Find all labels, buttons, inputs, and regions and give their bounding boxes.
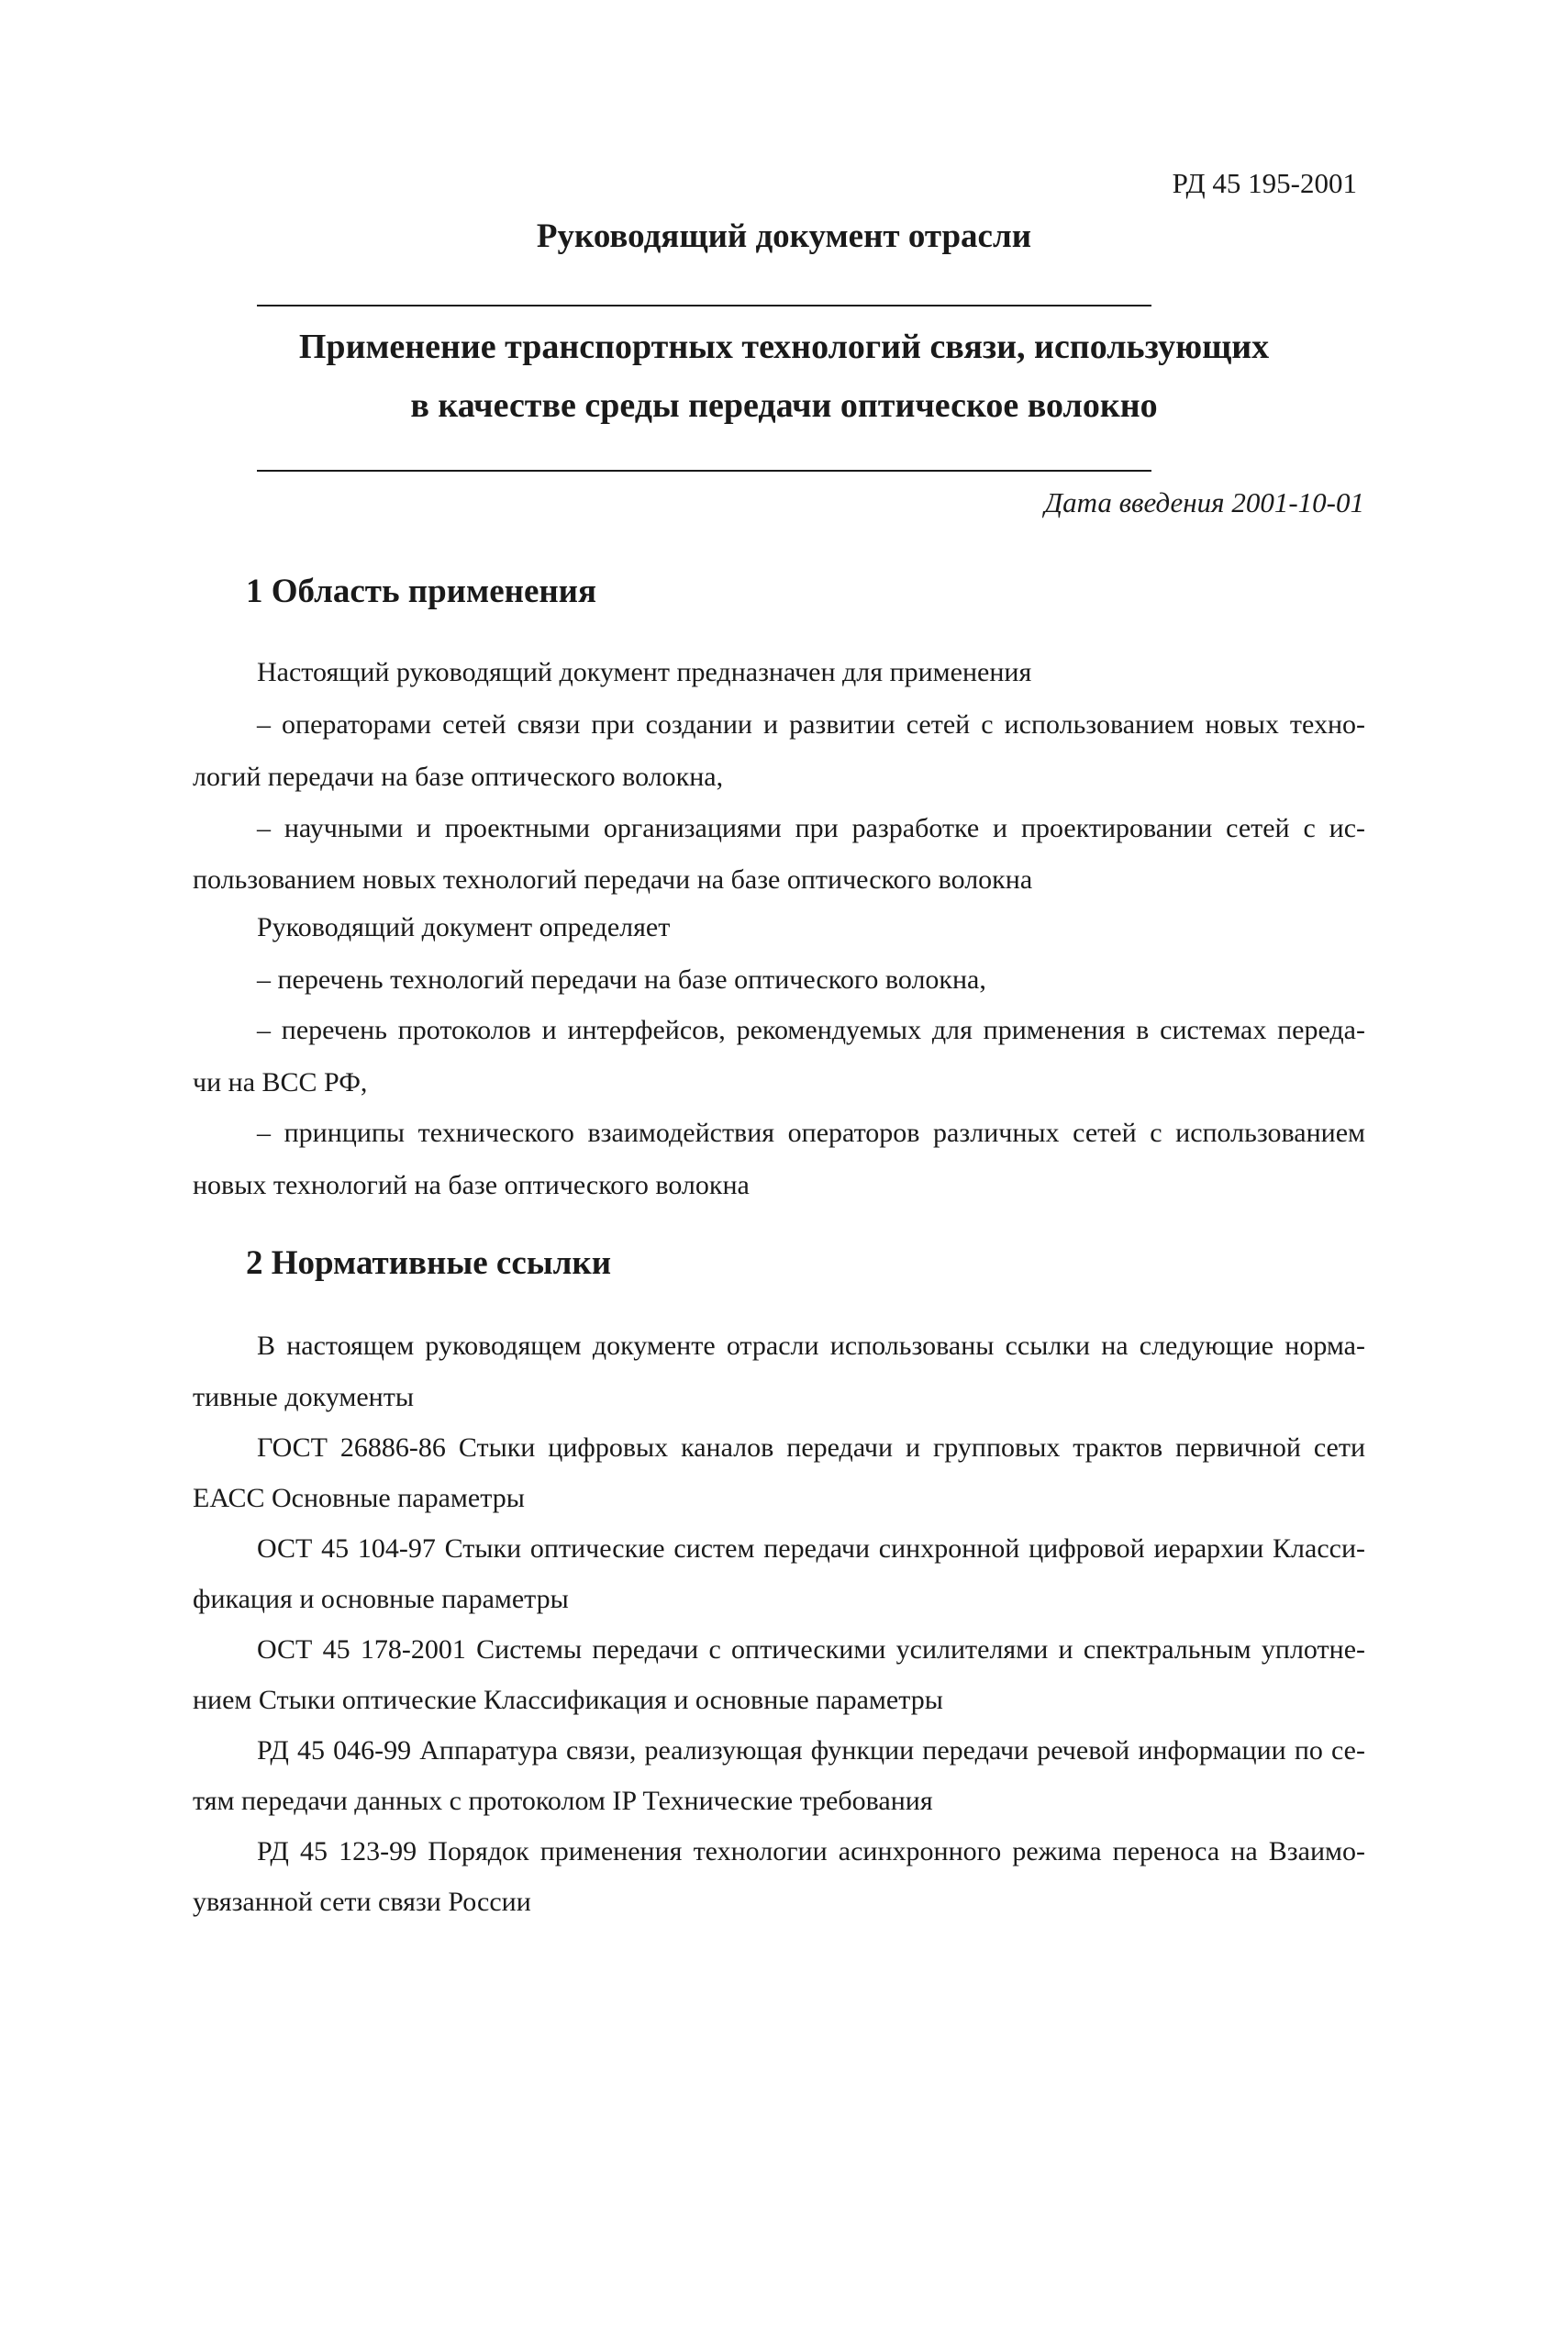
list-item-principles-line-1: – принципы технического взаимодействия операторов различных сетей с использованием <box>257 1118 1365 1148</box>
title-line-2: в качестве среды передачи оптическое волокно <box>410 386 1158 425</box>
section-2-heading: 2 Нормативные ссылки <box>246 1244 612 1282</box>
document-type-heading: Руководящий документ отрасли <box>536 217 1032 255</box>
section-1-intro: Настоящий руководящий документ предназначен для применения <box>257 657 1032 687</box>
reference-ost-178-2001-line-1: ОСТ 45 178-2001 Системы передачи с оптическими усилителями и спектральным уплотне- <box>257 1634 1365 1665</box>
reference-ost-178-2001-line-2: нием Стыки оптические Классификация и основные параметры <box>193 1685 943 1715</box>
section-1-heading: 1 Область применения <box>246 573 597 610</box>
bottom-rule <box>257 470 1151 472</box>
reference-rd-046-99-line-2: тям передачи данных с протоколом IP Технические требования <box>193 1786 933 1816</box>
reference-rd-046-99-line-1: РД 45 046-99 Аппаратура связи, реализующая функции передачи речевой информации по се- <box>257 1735 1365 1766</box>
list-item-operators-line-2: логий передачи на базе оптического волокна, <box>193 762 724 792</box>
list-item-technologies: – перечень технологий передачи на базе оптического волокна, <box>257 964 986 995</box>
reference-ost-104-97-line-2: фикация и основные параметры <box>193 1584 569 1614</box>
list-item-operators-line-1: – операторами сетей связи при создании и развитии сетей с использованием новых техно- <box>257 709 1365 740</box>
reference-rd-123-99-line-1: РД 45 123-99 Порядок применения технологии асинхронного режима переноса на Взаимо- <box>257 1836 1365 1866</box>
list-item-research-line-2: пользованием новых технологий передачи на базе оптического волокна <box>193 864 1033 895</box>
reference-gost-26886-line-2: ЕАСС Основные параметры <box>193 1483 525 1513</box>
document-number: РД 45 195-2001 <box>1172 167 1357 199</box>
section-1-defines: Руководящий документ определяет <box>257 912 671 942</box>
list-item-protocols-line-1: – перечень протоколов и интерфейсов, рекомендуемых для применения в системах переда- <box>257 1015 1365 1045</box>
effective-date: Дата введения 2001-10-01 <box>1044 486 1364 518</box>
section-2-intro-line-1: В настоящем руководящем документе отрасли использованы ссылки на следующие норма- <box>257 1331 1365 1361</box>
reference-gost-26886-line-1: ГОСТ 26886-86 Стыки цифровых каналов передачи и групповых трактов первичной сети <box>257 1432 1365 1463</box>
list-item-protocols-line-2: чи на ВСС РФ, <box>193 1067 368 1098</box>
top-rule <box>257 305 1151 306</box>
section-2-intro-line-2: тивные документы <box>193 1382 414 1412</box>
reference-ost-104-97-line-1: ОСТ 45 104-97 Стыки оптические систем передачи синхронной цифровой иерархии Класси- <box>257 1533 1365 1564</box>
reference-rd-123-99-line-2: увязанной сети связи России <box>193 1887 531 1917</box>
list-item-principles-line-2: новых технологий на базе оптического волокна <box>193 1170 750 1200</box>
title-line-1: Применение транспортных технологий связи, использующих <box>298 328 1270 366</box>
list-item-research-line-1: – научными и проектными организациями при разработке и проектировании сетей с ис- <box>257 813 1365 843</box>
